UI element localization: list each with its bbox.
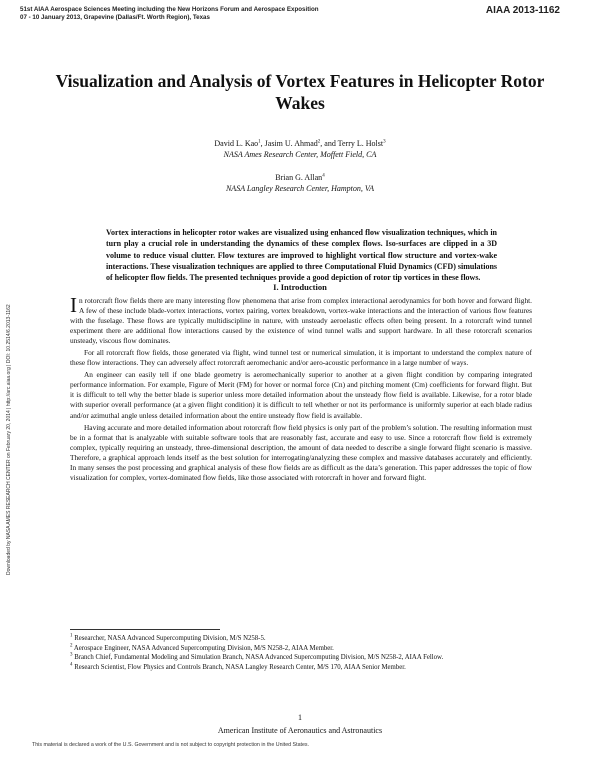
paragraph: Having accurate and more detailed information about rotorcraft flow field physics is only part of the problem’s solution. The resulting information must be in a format that is analyzable with suitable software tools that are reasonably fast, accurate and easy to use. Since a rotorcraft flow field is extremely complex, typically requiring an unsteady, three-dimensional description, the amount of data needed to describe a single forward flight scenario is massive. Therefore, a graphical approach lends itself as the best solution for interrogating/analyzing these complex and massive databases accurately and efficiently. In many senses the post processing and graphical analysis of these flow fields are as difficult as the data’s generation. This paper addresses the topic of flow visualization for complex, vortex-dominated flow fields, like those associated with rotorcraft in hover and forward flight.	[70, 422, 532, 482]
footnote-marker: 1	[70, 633, 73, 639]
footnote-marker: 4	[70, 662, 73, 668]
author-footnote-marker: 4	[322, 173, 325, 179]
footnote-text: Aerospace Engineer, NASA Advanced Supercomputing Division, M/S N258-2, AIAA Member.	[73, 644, 334, 652]
footnotes	[70, 634, 532, 673]
author-block-1	[40, 138, 560, 160]
paragraph: An engineer can easily tell if one blade geometry is aeromechanically superior to another at a given flight condition by comparing integrated performance information. For example, Figure of Merit (FM) for hover or normal force (Cn) and pitching moment (Cm) coefficients for forward flight. But it is difficult to tell why the better blade is superior unless more detailed information about the unsteady flow field is available. Likewise, for a rotor blade with superior overall performance (at a given flight condition) it is difficult to tell whether or not its performance is uniformly superior at each blade radius and/or azimuthal angle unless detailed information about the entire unsteady flow field is available.	[70, 370, 532, 420]
conference-line-2: 07 - 10 January 2013, Grapevine (Dallas/Ft. Worth Region), Texas	[20, 14, 210, 21]
footnote-marker: 2	[70, 643, 73, 649]
author-block-2	[40, 172, 560, 194]
author-line-1	[40, 138, 560, 149]
author-footnote-marker: 2	[317, 139, 321, 145]
conference-header	[20, 6, 440, 22]
author-name: Terry L. Holst	[337, 139, 384, 148]
footnote-text: Researcher, NASA Advanced Supercomputing Division, M/S N258-5.	[74, 635, 266, 642]
paragraph	[70, 293, 532, 346]
introduction-body	[70, 293, 532, 485]
author-separator: , and	[320, 139, 338, 148]
page-number: 1	[298, 713, 302, 722]
author-name: Brian G. Allan	[275, 173, 323, 182]
footnote	[70, 644, 532, 653]
author-line-2	[40, 172, 560, 183]
author-separator: ,	[260, 139, 265, 148]
affiliation-langley: NASA Langley Research Center, Hampton, VA	[225, 184, 375, 193]
author-footnote-marker: 1	[258, 139, 261, 145]
abstract: Vortex interactions in helicopter rotor wakes are visualized using enhanced flow visualization techniques, which in turn play a crucial role in understanding the dynamics of these complex flows. Iso-surfaces are clipped in a 3D volume to reduce visual clutter. Flow textures are improved to highlight vortical flow structure and vortex-wake interactions. These visualization techniques are applied to three Computational Fluid Dynamics (CFD) simulations of helicopter flow fields. The presented techniques provide a good depiction of rotor tip vortices in these flows.	[106, 228, 497, 283]
paper-id: AIAA 2013-1162	[485, 5, 560, 16]
section-heading: I. Introduction	[273, 282, 327, 292]
paragraph: For all rotorcraft flow fields, those generated via flight, wind tunnel test or numerical simulation, it is important to understand the complex nature of these flow interactions. They can adversely affect rotorcraft aeromechanic and/or aero-acoustic performance in a large number of ways.	[70, 348, 532, 368]
organization: American Institute of Aeronautics and Astronautics	[217, 726, 383, 735]
footnote-marker: 3	[70, 653, 73, 659]
drop-cap: I	[70, 293, 77, 317]
paper-title: Visualization and Analysis of Vortex Features in Helicopter Rotor Wakes	[55, 71, 545, 113]
affiliation-ames: NASA Ames Research Center, Moffett Field, CA	[223, 150, 377, 159]
author-name: Jasim U. Ahmad	[264, 139, 318, 148]
footnote-text: Research Scientist, Flow Physics and Controls Branch, NASA Langley Research Center, M/S 170, AIAA Senior Member.	[74, 664, 406, 672]
author-name: David L. Kao	[214, 139, 259, 148]
conference-line-1: 51st AIAA Aerospace Sciences Meeting including the New Horizons Forum and Aerospace Exposition	[20, 6, 319, 13]
download-watermark: Downloaded by NASA AMES RESEARCH CENTER on February 20, 2014 | http://arc.aiaa.org | DOI: 10.2514/6.2013-1162	[6, 304, 12, 575]
footnote	[70, 653, 532, 662]
copyright-note: This material is declared a work of the U.S. Government and is not subject to copyright protection in the United States.	[32, 742, 310, 748]
footnote	[70, 663, 532, 672]
paragraph-text: n rotorcraft flow fields there are many interesting flow phenomena that arise from complex interactional aerodynamics for both hover and forward flight. A few of these include blade-vortex interactions, vortex pairing, vortex breakdown, vortex-wake interactions and the interaction of various flow features with the fuselage. These flows are typically multidiscipline in nature, with unsteady aeroelastic effects often being present. In a rotorcraft wind tunnel experiment there are additional flow interactions caused by the existence of wind tunnel walls and support hardware. In all these rotorcraft scenarios unsteady, viscous flow dominates.	[70, 296, 532, 346]
footnote-text: Branch Chief, Fundamental Modeling and Simulation Branch, NASA Advanced Supercomputing Division, M/S N258-2, AIAA Fellow.	[74, 654, 444, 662]
footnote-divider	[70, 629, 220, 630]
footnote	[70, 634, 532, 643]
author-footnote-marker: 3	[383, 139, 386, 145]
